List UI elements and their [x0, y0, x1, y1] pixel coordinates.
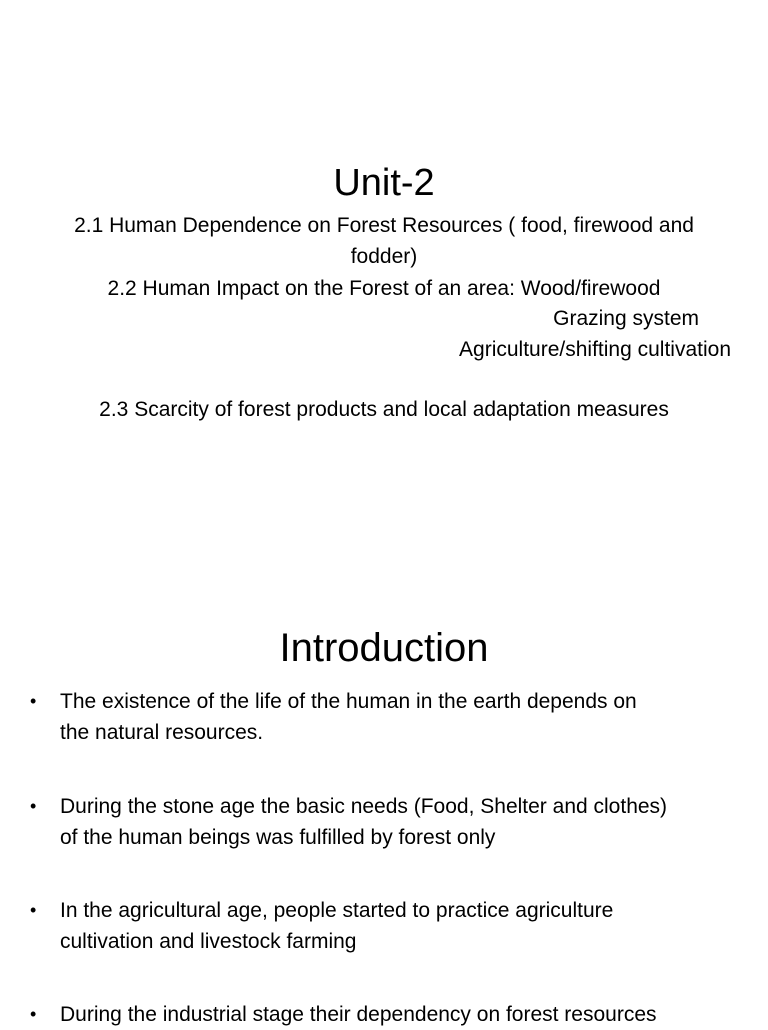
- bullet-line: In the agricultural age, people started to practice agriculture: [60, 899, 614, 922]
- bullet-text: [60, 686, 750, 748]
- bullet-dot-icon: •: [30, 796, 37, 816]
- topic-2-3: 2.3 Scarcity of forest products and local adaptation measures: [99, 398, 669, 421]
- introduction-slide: [0, 580, 768, 1024]
- bullet-dot-icon: •: [30, 900, 37, 920]
- unit-title: Unit-2: [333, 162, 435, 204]
- introduction-title: Introduction: [279, 626, 489, 670]
- topic-2-2-line-1: 2.2 Human Impact on the Forest of an area: Wood/firewood: [107, 277, 661, 300]
- bullet-line: During the industrial stage their dependency on forest resources: [60, 1003, 657, 1026]
- bullet-line: cultivation and livestock farming: [60, 930, 357, 953]
- topic-2-2-line-2: Grazing system: [553, 307, 699, 330]
- topic-2-1-line-2: fodder): [350, 245, 418, 268]
- bullet-line: of the human beings was fulfilled by forest only: [60, 826, 496, 849]
- bullet-dot-icon: •: [30, 1004, 37, 1024]
- bullet-text: [60, 999, 750, 1030]
- bullet-line: The existence of the life of the human in the earth depends on: [60, 690, 637, 713]
- topic-2-2-line-3: Agriculture/shifting cultivation: [459, 338, 731, 361]
- bullet-text: [60, 895, 750, 957]
- bullet-line: During the stone age the basic needs (Food, Shelter and clothes): [60, 795, 668, 818]
- bullet-dot-icon: •: [30, 691, 37, 711]
- bullet-line: the natural resources.: [60, 721, 264, 744]
- topic-2-1-line-1: 2.1 Human Dependence on Forest Resources ( food, firewood and: [74, 214, 694, 237]
- bullet-text: [60, 791, 750, 853]
